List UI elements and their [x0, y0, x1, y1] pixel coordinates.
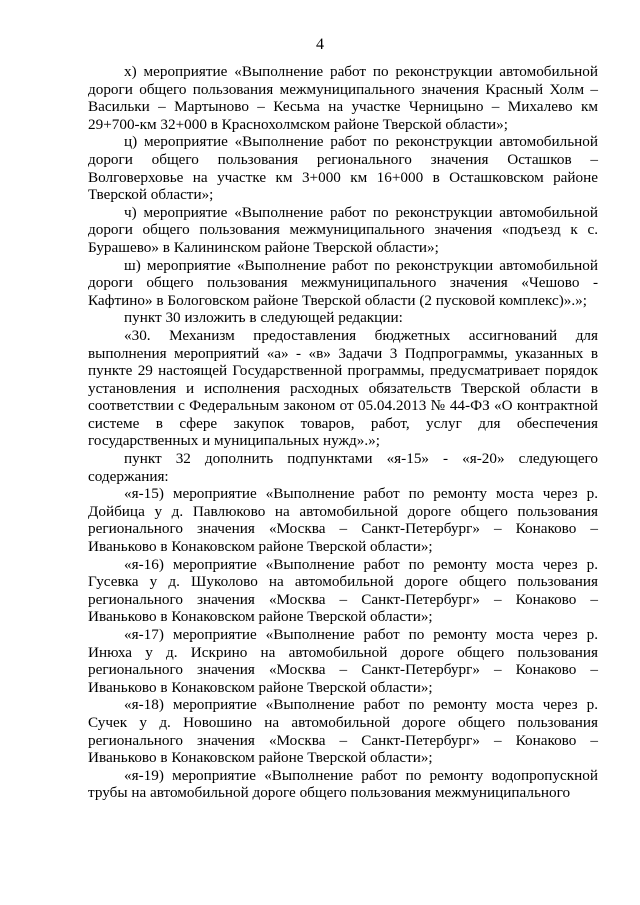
page-number: 4: [316, 36, 324, 53]
paragraph-point-32-intro: пункт 32 дополнить подпунктами «я-15» - «я-20» следующего содержания:: [88, 450, 598, 485]
paragraph-point-30-intro: пункт 30 изложить в следующей редакции:: [124, 309, 403, 327]
paragraph-item-ya-18: «я-18) мероприятие «Выполнение работ по ремонту моста через р. Сучек у д. Новошино на автомобильной дороге общего пользования регионального значения «Москва – Санкт-Петербург» – Конаково – Иваньково в Конаковском районе Тверской области»;: [88, 696, 598, 767]
paragraph-item-ya-19: «я-19) мероприятие «Выполнение работ по ремонту водопропускной трубы на автомобильной дороге общего пользования межмуниципального: [88, 766, 598, 802]
paragraph-item-ya-15: «я-15) мероприятие «Выполнение работ по ремонту моста через р. Дойбица у д. Павлюково на автомобильной дороге общего пользования регионального значения «Москва – Санкт-Петербург» – Конаково – Иваньково в Конаковском районе Тверской области»;: [88, 485, 598, 556]
paragraph-item-kh: х) мероприятие «Выполнение работ по реконструкции автомобильной дороги общего пользования межмуниципального значения Красный Холм – Васильки – Мартыново – Кесьма на участке Черницыно – Михалево км 29+700-км 32+000 в Краснохолмском районе Тверской области»;: [88, 63, 598, 133]
paragraph-item-ya-16: «я-16) мероприятие «Выполнение работ по ремонту моста через р. Гусевка у д. Шуколово на автомобильной дороге общего пользования регионального значения «Москва – Санкт-Петербург» – Конаково – Иваньково в Конаковском районе Тверской области»;: [88, 555, 598, 626]
paragraph-item-ch: ч) мероприятие «Выполнение работ по реконструкции автомобильной дороги общего пользования межмуниципального значения «подъезд к с. Бурашево» в Калининском районе Тверской области»;: [88, 203, 598, 256]
paragraph-point-30-text: «30. Механизм предоставления бюджетных ассигнований для выполнения мероприятий «а» - «в» Задачи 3 Подпрограммы, указанных в пункте 29 настоящей Государственной программы, предусматривает порядок установления и исполнения расходных обязательств Тверской области в соответствии с Федеральным законом от 05.04.2013 № 44-ФЗ «О контрактной системе в сфере закупок товаров, работ, услуг для обеспечения государственных и муниципальных нужд».»;: [88, 326, 598, 450]
document-body: [88, 63, 598, 802]
paragraph-item-sh: ш) мероприятие «Выполнение работ по реконструкции автомобильной дороги общего пользования межмуниципального значения «Чешово - Кафтино» в Бологовском районе Тверской области (2 пусковой комплекс)».»;: [88, 256, 598, 309]
paragraph-item-ya-17: «я-17) мероприятие «Выполнение работ по ремонту моста через р. Инюха у д. Искрино на автомобильной дороге общего пользования регионального значения «Москва – Санкт-Петербург» – Конаково – Иваньково в Конаковском районе Тверской области»;: [88, 626, 598, 696]
paragraph-item-ts: ц) мероприятие «Выполнение работ по реконструкции автомобильной дороги общего пользования регионального значения Осташков – Волговерховье на участке км 3+000 км 16+000 в Осташковском районе Тверской области»;: [88, 133, 598, 204]
